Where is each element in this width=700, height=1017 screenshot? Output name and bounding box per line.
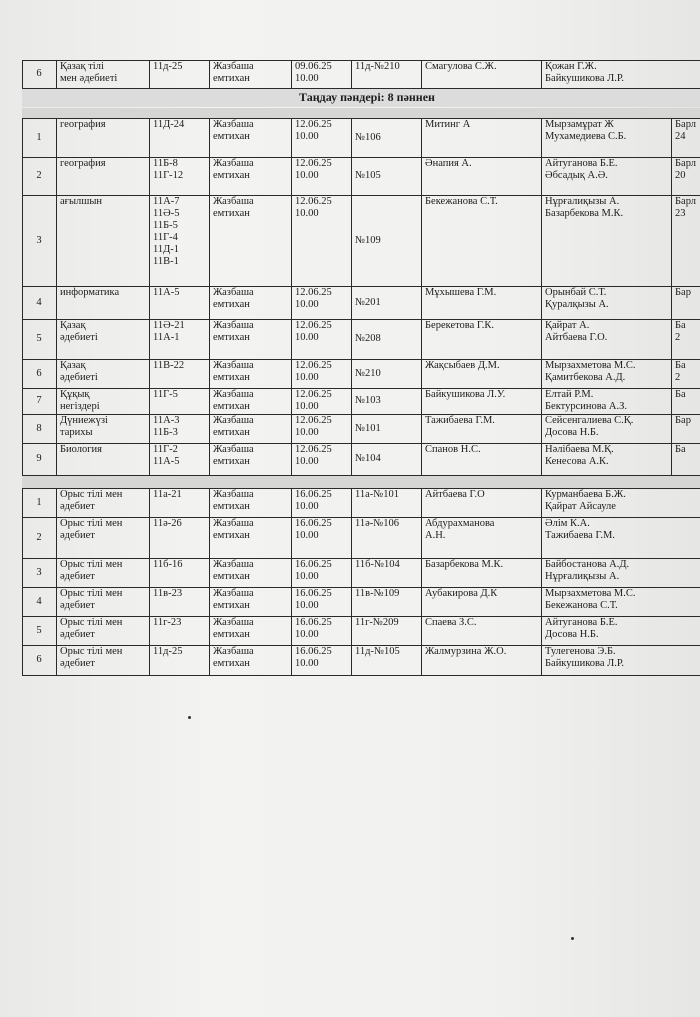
date-time: 12.06.25 10.00 [292,118,352,157]
room: 11г-№209 [352,616,422,645]
row-number: 2 [22,157,57,195]
teacher: Спанов Н.С. [422,443,542,475]
date-time: 12.06.25 10.00 [292,319,352,359]
teacher: Әнапия А. [422,157,542,195]
subject: Орыс тілі мен әдебиет [57,488,150,517]
class-group: 11В-22 [150,359,210,388]
row-number: 1 [22,488,57,517]
class-group: 11в-23 [150,587,210,616]
separator-band [22,108,700,118]
teacher: Тажибаева Г.М. [422,414,542,443]
table-rule [22,414,23,443]
assistants: Мырзахметова М.С. Бекежанова С.Т. [542,587,700,616]
teacher: Мұхышева Г.М. [422,286,542,319]
table-rule [22,517,23,558]
date-time: 16.06.25 10.00 [292,645,352,675]
assistants: Айтуганова Б.Е. Досова Н.Б. [542,616,700,645]
row-number: 3 [22,558,57,587]
assistants: Қайрат А. Айтбаева Г.О. [542,319,672,359]
exam-form: Жазбаша емтихан [210,286,292,319]
date-time: 12.06.25 10.00 [292,359,352,388]
class-group: 11А-5 [150,286,210,319]
extra: Ба [672,443,700,475]
subject: Орыс тілі мен әдебиет [57,645,150,675]
teacher: Берекетова Г.К. [422,319,542,359]
teacher: Абдурахманова А.Н. [422,517,542,558]
room: №101 [352,414,422,443]
subject: Қазақ әдебиеті [57,359,150,388]
extra: Барл 20 [672,157,700,195]
assistants: Елтай Р.М. Бектурсинова А.З. [542,388,672,414]
row-number: 4 [22,286,57,319]
speck [571,937,574,940]
class-group: 11д-25 [150,60,210,88]
row-number: 6 [22,359,57,388]
extra: Бар [672,286,700,319]
subject: Құқық негіздері [57,388,150,414]
date-time: 12.06.25 10.00 [292,157,352,195]
class-group: 11Б-8 11Г-12 [150,157,210,195]
table-rule [22,587,23,616]
assistants: Орынбай С.Т. Қуралқызы А. [542,286,672,319]
room: №208 [352,319,422,359]
row-number: 5 [22,319,57,359]
table-rule [22,616,23,645]
subject: Орыс тілі мен әдебиет [57,558,150,587]
table-rule [22,558,23,587]
exam-form: Жазбаша емтихан [210,616,292,645]
class-group: 11д-25 [150,645,210,675]
table-rule [22,60,23,88]
table-rule [22,118,23,157]
extra: Барл 23 [672,195,700,286]
room: №201 [352,286,422,319]
table-rule [22,675,700,676]
assistants: Мырзахметова М.С. Қамитбекова А.Д. [542,359,672,388]
assistants: Нұрғалиқызы А. Базарбекова М.К. [542,195,672,286]
row-number: 4 [22,587,57,616]
exam-form: Жазбаша емтихан [210,60,292,88]
teacher: Спаева З.С. [422,616,542,645]
exam-form: Жазбаша емтихан [210,359,292,388]
class-group: 11Д-24 [150,118,210,157]
exam-form: Жазбаша емтихан [210,157,292,195]
assistants: Айтуганова Б.Е. Әбсадық А.Ә. [542,157,672,195]
room: №105 [352,157,422,195]
class-group: 11Ә-21 11А-1 [150,319,210,359]
row-number: 7 [22,388,57,414]
subject: Орыс тілі мен әдебиет [57,616,150,645]
assistants: Қожан Г.Ж. Байкушикова Л.Р. [542,60,700,88]
date-time: 12.06.25 10.00 [292,443,352,475]
room: №109 [352,195,422,286]
table-rule [22,157,23,195]
section-title: Таңдау пәндері: 8 пәннен [22,89,700,107]
assistants: Мырзамұрат Ж Мухамедиева С.Б. [542,118,672,157]
teacher: Бекежанова С.Т. [422,195,542,286]
separator-band [22,476,700,488]
exam-form: Жазбаша емтихан [210,558,292,587]
assistants: Нәлібаева М.Қ. Кенесова А.К. [542,443,672,475]
room: 11б-№104 [352,558,422,587]
class-group: 11А-7 11Ә-5 11Б-5 11Г-4 11Д-1 11В-1 [150,195,210,286]
table-rule [22,645,23,675]
room: 11д-№210 [352,60,422,88]
teacher: Митинг А [422,118,542,157]
assistants: Курманбаева Б.Ж. Қайрат Айсауле [542,488,700,517]
exam-form: Жазбаша емтихан [210,645,292,675]
subject: Қазақ тілі мен әдебиеті [57,60,150,88]
date-time: 12.06.25 10.00 [292,388,352,414]
room: №103 [352,388,422,414]
class-group: 11г-23 [150,616,210,645]
exam-form: Жазбаша емтихан [210,587,292,616]
row-number: 1 [22,118,57,157]
exam-form: Жазбаша емтихан [210,414,292,443]
table-rule [22,388,23,414]
exam-form: Жазбаша емтихан [210,443,292,475]
assistants: Сейсенгалиева С.Қ. Досова Н.Б. [542,414,672,443]
subject: география [57,118,150,157]
room: 11ә-№106 [352,517,422,558]
extra: Барл 24 [672,118,700,157]
date-time: 16.06.25 10.00 [292,558,352,587]
row-number: 8 [22,414,57,443]
table-rule [22,488,23,517]
teacher: Смагулова С.Ж. [422,60,542,88]
class-group: 11б-16 [150,558,210,587]
extra: Ба 2 [672,359,700,388]
table-rule [22,286,23,319]
table-rule [22,195,23,286]
exam-form: Жазбаша емтихан [210,195,292,286]
extra: Бар [672,414,700,443]
teacher: Жалмурзина Ж.О. [422,645,542,675]
extra: Ба 2 [672,319,700,359]
teacher: Базарбекова М.К. [422,558,542,587]
date-time: 12.06.25 10.00 [292,414,352,443]
subject: Қазақ әдебиеті [57,319,150,359]
class-group: 11А-3 11Б-3 [150,414,210,443]
teacher: Жақсыбаев Д.М. [422,359,542,388]
row-number: 6 [22,60,57,88]
room: №104 [352,443,422,475]
date-time: 16.06.25 10.00 [292,517,352,558]
extra: Ба [672,388,700,414]
exam-form: Жазбаша емтихан [210,388,292,414]
date-time: 16.06.25 10.00 [292,488,352,517]
teacher: Аубакирова Д.К [422,587,542,616]
subject: Орыс тілі мен әдебиет [57,587,150,616]
room: №106 [352,118,422,157]
exam-form: Жазбаша емтихан [210,517,292,558]
room: №210 [352,359,422,388]
table-rule [22,443,23,475]
exam-form: Жазбаша емтихан [210,118,292,157]
subject: география [57,157,150,195]
date-time: 16.06.25 10.00 [292,616,352,645]
assistants: Әлім К.А. Тажибаева Г.М. [542,517,700,558]
subject: Биология [57,443,150,475]
assistants: Байбостанова А.Д. Нұрғалиқызы А. [542,558,700,587]
date-time: 16.06.25 10.00 [292,587,352,616]
assistants: Тулегенова Э.Б. Байкушикова Л.Р. [542,645,700,675]
class-group: 11Г-2 11А-5 [150,443,210,475]
row-number: 2 [22,517,57,558]
date-time: 12.06.25 10.00 [292,195,352,286]
row-number: 5 [22,616,57,645]
table-rule [22,319,23,359]
subject: Орыс тілі мен әдебиет [57,517,150,558]
subject: информатика [57,286,150,319]
room: 11а-№101 [352,488,422,517]
class-group: 11Г-5 [150,388,210,414]
subject: Дүниежүзі тарихы [57,414,150,443]
teacher: Айтбаева Г.О [422,488,542,517]
teacher: Байкушикова Л.У. [422,388,542,414]
exam-form: Жазбаша емтихан [210,319,292,359]
class-group: 11ә-26 [150,517,210,558]
room: 11д-№105 [352,645,422,675]
row-number: 6 [22,645,57,675]
table-rule [22,359,23,388]
date-time: 09.06.25 10.00 [292,60,352,88]
subject: ағылшын [57,195,150,286]
exam-form: Жазбаша емтихан [210,488,292,517]
row-number: 9 [22,443,57,475]
speck [188,716,191,719]
date-time: 12.06.25 10.00 [292,286,352,319]
row-number: 3 [22,195,57,286]
class-group: 11а-21 [150,488,210,517]
room: 11в-№109 [352,587,422,616]
